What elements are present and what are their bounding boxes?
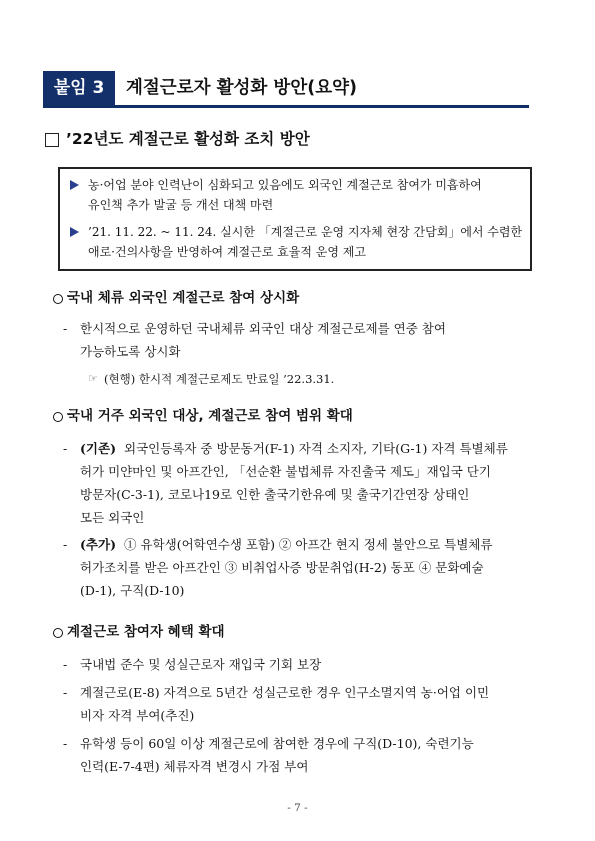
- summary-item-1-line-2: 유인책 추가 발굴 등 개선 대책 마련: [88, 198, 274, 212]
- sub1-note: (현행) 한시적 계절근로제도 만료일 ’22.3.31.: [104, 372, 335, 386]
- sub3-item3-line-1: 유학생 등이 60일 이상 계절근로에 참여한 경우에 구직(D-10), 숙련기능: [80, 736, 474, 751]
- circle-bullet-icon: [53, 412, 63, 422]
- sub-heading-1: 국내 체류 외국인 계절근로 참여 상시화: [67, 290, 300, 306]
- sub3-item2-line-1: 계절근로(E-8) 자격으로 5년간 성실근로한 경우 인구소멸지역 농·어업 이민: [80, 685, 490, 700]
- dash-bullet: -: [63, 685, 68, 700]
- summary-item-2-line-1: ’21. 11. 22. ~ 11. 24. 실시한 「계절근로 운영 지자체 현장 간담회」에서 수렴한: [88, 225, 523, 239]
- sub-heading-2: 국내 거주 외국인 대상, 계절근로 참여 범위 확대: [67, 408, 353, 424]
- section-title: ’22년도 계절근로 활성화 조치 방안: [66, 130, 310, 148]
- sub1-item-line-2: 가능하도록 상시화: [80, 344, 181, 359]
- sub3-item2-line-2: 비자 자격 부여(추진): [80, 708, 195, 723]
- sub2-item2-line-3: (D-1), 구직(D-10): [80, 583, 185, 598]
- added-label: (추가): [80, 537, 116, 552]
- dash-bullet: -: [63, 321, 68, 336]
- page-number: - 7 -: [287, 802, 308, 814]
- dash-bullet: -: [63, 441, 68, 456]
- dash-bullet: -: [63, 736, 68, 751]
- dash-bullet: -: [63, 537, 68, 552]
- sub2-item1-line-2: 허가 미얀마인 및 아프간인, 「선순환 불법체류 자진출국 제도」재입국 단기: [80, 464, 491, 479]
- circle-bullet-icon: [53, 628, 63, 638]
- document-title: 계절근로자 활성화 방안(요약): [126, 78, 358, 98]
- summary-item-1-line-1: 농·어업 분야 인력난이 심화되고 있음에도 외국인 계절근로 참여가 미흡하여: [88, 178, 482, 192]
- sub3-item3-line-2: 인력(E-7-4편) 체류자격 변경시 가점 부여: [80, 759, 309, 774]
- sub2-item1-line-3: 방문자(C-3-1), 코로나19로 인한 출국기한유예 및 출국기간연장 상태인: [80, 487, 470, 502]
- sub3-item1-line-1: 국내법 준수 및 성실근로자 재입국 기회 보장: [80, 657, 322, 672]
- summary-item-2-line-2: 애로·건의사항을 반영하여 계절근로 효율적 운영 제고: [88, 245, 366, 259]
- circle-bullet-icon: [53, 294, 63, 304]
- triangle-bullet-icon: [70, 180, 79, 190]
- sub1-item-line-1: 한시적으로 운영하던 국내체류 외국인 대상 계절근로제를 연중 참여: [80, 321, 446, 336]
- sub2-item2-line-1: ① 유학생(어학연수생 포함) ② 아프간 현지 정세 불안으로 특별체류: [124, 537, 493, 552]
- existing-label: (기존): [80, 441, 116, 456]
- sub2-item2-line-2: 허가조치를 받은 아프간인 ③ 비취업사증 방문취업(H-2) 동포 ④ 문화예술: [80, 560, 484, 575]
- pointing-hand-icon: ☞: [88, 372, 98, 385]
- square-bullet-icon: [45, 133, 59, 147]
- triangle-bullet-icon: [70, 227, 79, 237]
- attachment-tag: 붙임 3: [43, 71, 115, 105]
- sub2-item1-line-4: 모든 외국인: [80, 510, 145, 525]
- sub-heading-3: 계절근로 참여자 혜택 확대: [67, 624, 225, 640]
- dash-bullet: -: [63, 657, 68, 672]
- sub2-item1-line-1: 외국인등록자 중 방문동거(F-1) 자격 소지자, 기타(G-1) 자격 특별체류: [124, 441, 508, 456]
